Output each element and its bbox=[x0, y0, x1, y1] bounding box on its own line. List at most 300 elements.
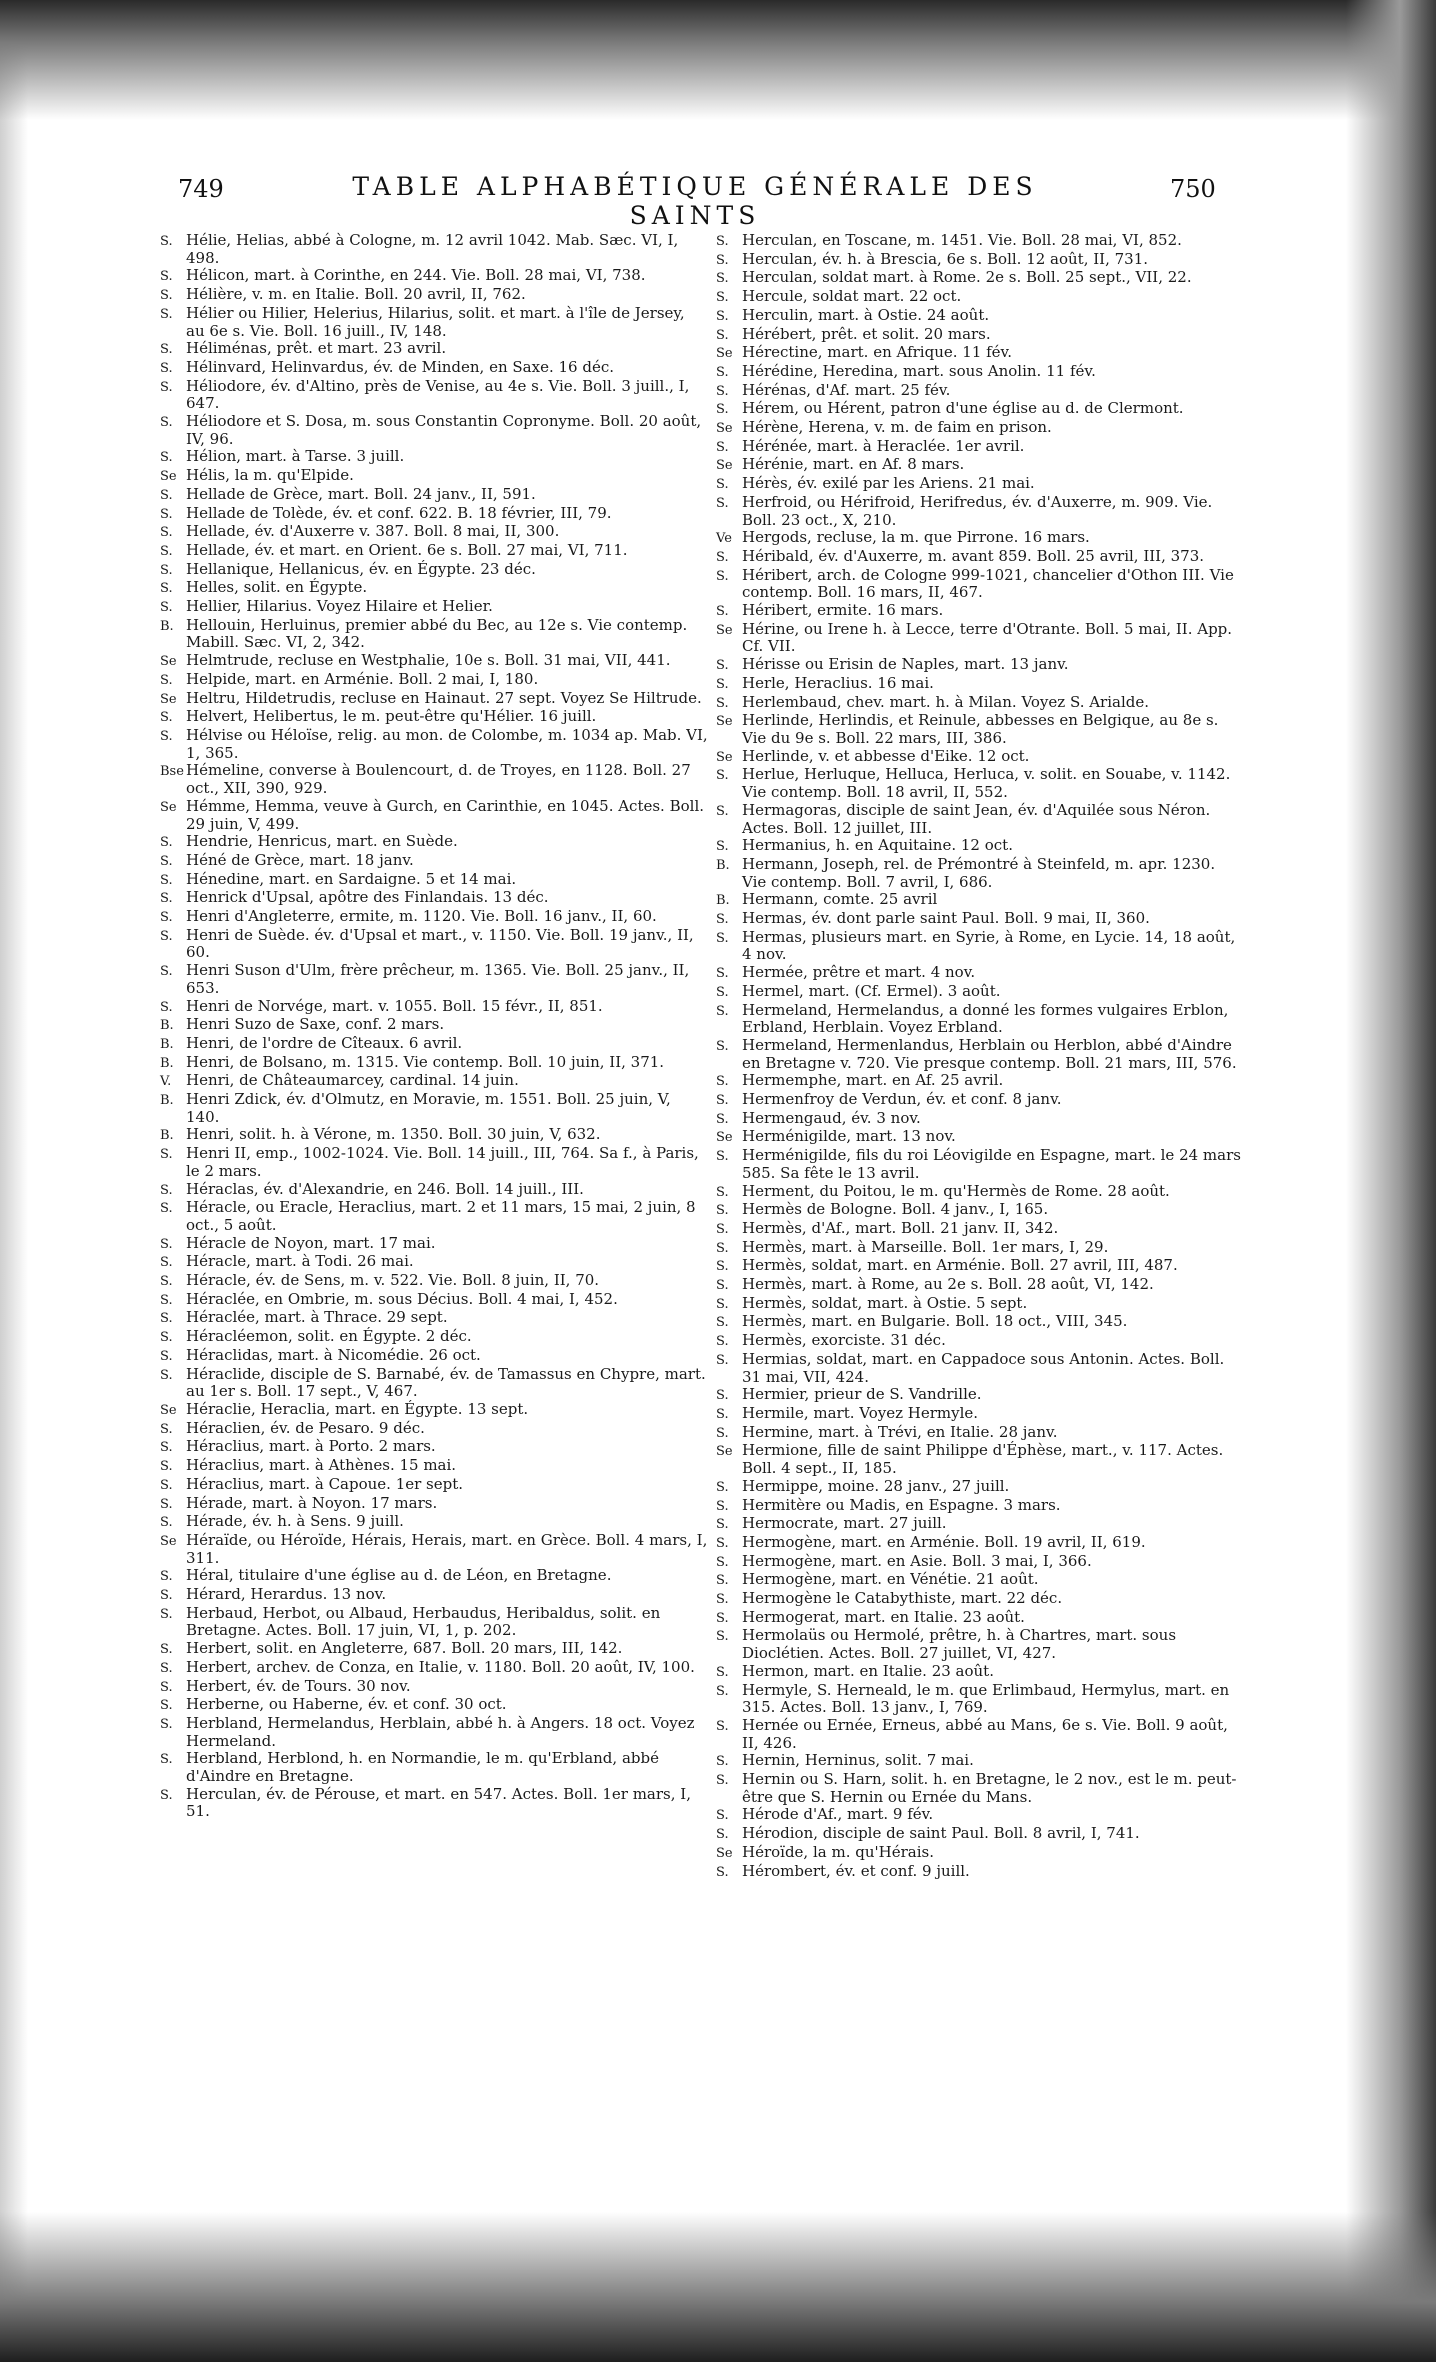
entry-text: Hélière, v. m. en Italie. Boll. 20 avril, II, 762. bbox=[186, 285, 526, 304]
entry-text: Hérodion, disciple de saint Paul. Boll. 8 avril, I, 741. bbox=[742, 1824, 1140, 1843]
entry-text: Héraïde, ou Héroïde, Hérais, Herais, mart. en Grèce. Boll. 4 mars, I, 311. bbox=[186, 1530, 708, 1567]
entry-prefix: S. bbox=[716, 839, 729, 855]
index-entry bbox=[160, 561, 708, 580]
index-entry bbox=[716, 802, 1244, 837]
index-entry bbox=[160, 1750, 708, 1785]
entry-text: Hermel, mart. (Cf. Ermel). 3 août. bbox=[742, 981, 1001, 1000]
entry-prefix: S. bbox=[716, 768, 729, 784]
entry-prefix: S. bbox=[160, 1569, 173, 1585]
entry-prefix: B. bbox=[160, 1093, 174, 1109]
entry-text: Hermocrate, mart. 27 juill. bbox=[742, 1514, 947, 1533]
entry-prefix: S. bbox=[160, 269, 173, 285]
entry-text: Hélion, mart. à Tarse. 3 juill. bbox=[186, 447, 405, 466]
index-entry bbox=[716, 766, 1244, 801]
entry-text: Héraclien, év. de Pesaro. 9 déc. bbox=[186, 1418, 425, 1437]
index-entry bbox=[716, 1110, 1244, 1129]
entry-prefix: V. bbox=[160, 1074, 172, 1090]
entry-prefix: S. bbox=[716, 1479, 729, 1495]
entry-text: Henri Zdick, év. d'Olmutz, en Moravie, m. 1551. Boll. 25 juin, V, 140. bbox=[186, 1090, 671, 1126]
entry-text: Hermogène le Catabythiste, mart. 22 déc. bbox=[742, 1589, 1063, 1608]
index-entry bbox=[160, 1126, 708, 1145]
entry-prefix: S. bbox=[160, 1147, 173, 1163]
entry-prefix: B. bbox=[160, 1055, 174, 1071]
entry-prefix: S. bbox=[160, 506, 173, 522]
index-entry bbox=[716, 1534, 1244, 1553]
entry-prefix: S. bbox=[716, 1808, 729, 1824]
index-entry bbox=[716, 494, 1244, 529]
entry-prefix: B. bbox=[716, 857, 730, 873]
index-entry bbox=[160, 1309, 708, 1328]
index-entry bbox=[160, 286, 708, 305]
entry-prefix: S. bbox=[160, 853, 173, 869]
entry-prefix: S. bbox=[160, 1459, 173, 1475]
entry-text: Héliodore, év. d'Altino, près de Venise, au 4e s. Vie. Boll. 3 juill., I, 647. bbox=[186, 376, 690, 413]
entry-text: Hélier ou Hilier, Helerius, Hilarius, solit. et mart. à l'île de Jersey, au 6e s. Vie. Boll. 16 juill., IV, 148. bbox=[186, 303, 685, 340]
entry-prefix: S. bbox=[160, 306, 173, 322]
entry-text: Herbland, Herblond, h. en Normandie, le m. qu'Erbland, abbé d'Aindre en Bretagne. bbox=[186, 1749, 659, 1786]
index-entry bbox=[160, 232, 708, 267]
index-entry bbox=[716, 1257, 1244, 1276]
entry-text: Hermée, prêtre et mart. 4 nov. bbox=[742, 963, 976, 982]
entry-text: Helmtrude, recluse en Westphalie, 10e s. Boll. 31 mai, VII, 441. bbox=[186, 651, 671, 670]
index-entry bbox=[160, 505, 708, 524]
entry-text: Hermogerat, mart. en Italie. 23 août. bbox=[742, 1607, 1025, 1626]
index-entry bbox=[716, 567, 1244, 602]
right-column bbox=[716, 232, 1244, 1881]
index-entry bbox=[160, 1235, 708, 1254]
entry-text: Héraclée, mart. à Thrace. 29 sept. bbox=[186, 1308, 448, 1327]
index-entry bbox=[160, 1145, 708, 1180]
entry-prefix: S. bbox=[716, 1592, 729, 1608]
entry-text: Herment, du Poitou, le m. qu'Hermès de Rome. 28 août. bbox=[742, 1181, 1170, 1200]
entry-text: Hérombert, év. et conf. 9 juill. bbox=[742, 1861, 970, 1880]
entry-text: Henri, de Châteaumarcey, cardinal. 14 juin. bbox=[186, 1071, 519, 1090]
entry-prefix: S. bbox=[160, 710, 173, 726]
entry-text: Héracle, ou Eracle, Heraclius, mart. 2 et 11 mars, 15 mai, 2 juin, 8 oct., 5 août. bbox=[186, 1198, 696, 1234]
entry-text: Hellanique, Hellanicus, év. en Égypte. 23 déc. bbox=[186, 559, 536, 578]
entry-text: Herlue, Herluque, Helluca, Herluca, v. solit. en Souabe, v. 1142. Vie contemp. Boll. 18 avril, II, 552. bbox=[742, 765, 1231, 802]
entry-prefix: S. bbox=[160, 999, 173, 1015]
entry-text: Hermengaud, év. 3 nov. bbox=[742, 1108, 921, 1127]
entry-prefix: S. bbox=[716, 1498, 729, 1514]
index-entry bbox=[716, 1478, 1244, 1497]
index-entry bbox=[716, 910, 1244, 929]
index-entry bbox=[160, 690, 708, 709]
entry-prefix: Se bbox=[160, 469, 177, 485]
index-entry bbox=[716, 1771, 1244, 1806]
index-entry bbox=[716, 621, 1244, 656]
entry-text: Hémme, Hemma, veuve à Gurch, en Carinthie, en 1045. Actes. Boll. 29 juin, V, 499. bbox=[186, 796, 705, 833]
index-entry bbox=[716, 1682, 1244, 1717]
entry-prefix: S. bbox=[160, 1367, 173, 1383]
entry-prefix: S. bbox=[716, 308, 729, 324]
entry-text: Hendrie, Henricus, mart. en Suède. bbox=[186, 832, 458, 851]
index-entry bbox=[716, 1313, 1244, 1332]
entry-prefix: S. bbox=[716, 495, 729, 511]
index-entry bbox=[160, 1366, 708, 1401]
entry-prefix: Se bbox=[160, 654, 177, 670]
entry-prefix: S. bbox=[160, 1421, 173, 1437]
entry-prefix: S. bbox=[716, 1038, 729, 1054]
entry-prefix: S. bbox=[160, 415, 173, 431]
entry-text: Herlembaud, chev. mart. h. à Milan. Voyez S. Arialde. bbox=[742, 692, 1150, 711]
entry-text: Hermogène, mart. en Asie. Boll. 3 mai, I, 366. bbox=[742, 1551, 1092, 1570]
index-entry bbox=[716, 326, 1244, 345]
index-entry bbox=[160, 1199, 708, 1234]
entry-prefix: S. bbox=[160, 1642, 173, 1658]
index-entry bbox=[160, 486, 708, 505]
index-entry bbox=[160, 1181, 708, 1200]
entry-prefix: S. bbox=[160, 1311, 173, 1327]
index-entry bbox=[160, 652, 708, 671]
index-entry bbox=[160, 762, 708, 797]
entry-prefix: S. bbox=[716, 1240, 729, 1256]
entry-prefix: B. bbox=[160, 1128, 174, 1144]
entry-text: Hérénas, d'Af. mart. 25 fév. bbox=[742, 380, 951, 399]
entry-prefix: S. bbox=[160, 487, 173, 503]
entry-prefix: S. bbox=[160, 1515, 173, 1531]
entry-prefix: S. bbox=[716, 1003, 729, 1019]
entry-text: Hémeline, converse à Boulencourt, d. de Troyes, en 1128. Boll. 27 oct., XII, 390, 929. bbox=[186, 761, 691, 798]
entry-prefix: S. bbox=[716, 1149, 729, 1165]
entry-prefix: S. bbox=[160, 1752, 173, 1768]
entry-text: Heltru, Hildetrudis, recluse en Hainaut. 27 sept. Voyez Se Hiltrude. bbox=[186, 688, 702, 707]
entry-text: Héraclius, mart. à Athènes. 15 mai. bbox=[186, 1456, 457, 1475]
entry-text: Henri d'Angleterre, ermite, m. 1120. Vie. Boll. 16 janv., II, 60. bbox=[186, 907, 657, 926]
index-entry bbox=[160, 1091, 708, 1126]
index-entry bbox=[716, 1201, 1244, 1220]
entry-text: Hergods, recluse, la m. que Pirrone. 16 mars. bbox=[742, 528, 1090, 547]
entry-text: Hermeland, Hermenlandus, Herblain ou Herblon, abbé d'Aindre en Bretagne v. 720. Vie presque contemp. Boll. 21 mars, III, 576. bbox=[742, 1035, 1237, 1072]
index-entry bbox=[160, 1659, 708, 1678]
index-entry bbox=[716, 675, 1244, 694]
entry-prefix: Se bbox=[160, 799, 177, 815]
index-entry bbox=[160, 727, 708, 762]
index-entry bbox=[716, 712, 1244, 747]
entry-text: Hellade de Grèce, mart. Boll. 24 janv., II, 591. bbox=[186, 484, 536, 503]
entry-text: Hénedine, mart. en Sardaigne. 5 et 14 mai. bbox=[186, 869, 517, 888]
entry-text: Héné de Grèce, mart. 18 janv. bbox=[186, 850, 414, 869]
index-entry bbox=[160, 1495, 708, 1514]
entry-text: Hermès, exorciste. 31 déc. bbox=[742, 1331, 946, 1350]
entry-prefix: Se bbox=[716, 1444, 733, 1460]
index-entry bbox=[716, 1295, 1244, 1314]
entry-text: Hermitère ou Madis, en Espagne. 3 mars. bbox=[742, 1495, 1061, 1514]
index-entry bbox=[716, 251, 1244, 270]
index-entry bbox=[716, 694, 1244, 713]
index-entry bbox=[716, 1405, 1244, 1424]
entry-text: Hermès, mart. à Marseille. Boll. 1er mars, I, 29. bbox=[742, 1237, 1109, 1256]
entry-text: Héracle de Noyon, mart. 17 mai. bbox=[186, 1233, 436, 1252]
index-entry bbox=[716, 419, 1244, 438]
entry-text: Herfroid, ou Hérifroid, Herifredus, év. d'Auxerre, m. 909. Vie. Boll. 23 oct., X, 210. bbox=[742, 492, 1213, 529]
index-entry bbox=[160, 359, 708, 378]
running-title: TABLE ALPHABÉTIQUE GÉNÉRALE DES SAINTS bbox=[352, 172, 1038, 230]
entry-prefix: S. bbox=[716, 1683, 729, 1699]
entry-text: Hélie, Helias, abbé à Cologne, m. 12 avril 1042. Mab. Sæc. VI, I, 498. bbox=[186, 231, 679, 267]
entry-text: Henri, solit. h. à Vérone, m. 1350. Boll. 30 juin, V, 632. bbox=[186, 1125, 601, 1144]
entry-prefix: S. bbox=[716, 1629, 729, 1645]
entry-prefix: S. bbox=[716, 568, 729, 584]
entry-prefix: S. bbox=[160, 1477, 173, 1493]
index-entry bbox=[160, 1532, 708, 1567]
index-entry bbox=[716, 382, 1244, 401]
entry-text: Herle, Heraclius. 16 mai. bbox=[742, 673, 934, 692]
index-entry bbox=[160, 1054, 708, 1073]
entry-prefix: S. bbox=[716, 1864, 729, 1880]
entry-prefix: Se bbox=[716, 421, 733, 437]
entry-text: Hermias, soldat, mart. en Cappadoce sous Antonin. Actes. Boll. 31 mai, VII, 424. bbox=[742, 1349, 1225, 1386]
index-entry bbox=[716, 438, 1244, 457]
entry-prefix: S. bbox=[160, 1255, 173, 1271]
index-entry bbox=[716, 1806, 1244, 1825]
entry-prefix: S. bbox=[160, 1292, 173, 1308]
entry-prefix: S. bbox=[716, 1664, 729, 1680]
entry-prefix: S. bbox=[716, 1554, 729, 1570]
entry-text: Herbert, archev. de Conza, en Italie, v. 1180. Boll. 20 août, IV, 100. bbox=[186, 1657, 695, 1676]
index-entry bbox=[160, 1035, 708, 1054]
entry-prefix: S. bbox=[160, 1606, 173, 1622]
index-entry bbox=[160, 1253, 708, 1272]
index-entry bbox=[716, 1220, 1244, 1239]
entry-text: Hermemphe, mart. en Af. 25 avril. bbox=[742, 1071, 1004, 1090]
index-entry bbox=[160, 1640, 708, 1659]
scan-edge-bottom bbox=[0, 2212, 1436, 2362]
entry-prefix: S. bbox=[160, 1330, 173, 1346]
left-column bbox=[160, 232, 708, 1821]
entry-text: Herbert, év. de Tours. 30 nov. bbox=[186, 1676, 411, 1695]
entry-prefix: S. bbox=[716, 930, 729, 946]
index-entry bbox=[160, 1347, 708, 1366]
entry-prefix: S. bbox=[160, 835, 173, 851]
entry-prefix: S. bbox=[160, 562, 173, 578]
entry-prefix: S. bbox=[716, 1517, 729, 1533]
entry-prefix: S. bbox=[160, 288, 173, 304]
entry-prefix: S. bbox=[716, 1111, 729, 1127]
index-entry bbox=[716, 1332, 1244, 1351]
entry-text: Hérébert, prêt. et solit. 20 mars. bbox=[742, 324, 991, 343]
entry-text: Hellouin, Herluinus, premier abbé du Bec, au 12e s. Vie contemp. Mabill. Sæc. VI, 2, 342. bbox=[186, 615, 688, 652]
entry-prefix: S. bbox=[716, 658, 729, 674]
entry-text: Hérès, év. exilé par les Ariens. 21 mai. bbox=[742, 474, 1035, 493]
entry-prefix: Se bbox=[716, 1130, 733, 1146]
entry-prefix: S. bbox=[716, 1203, 729, 1219]
index-entry bbox=[160, 1605, 708, 1640]
entry-text: Herlinde, Herlindis, et Reinule, abbesses en Belgique, au 8e s. Vie du 9e s. Boll. 22 mars, III, 386. bbox=[742, 711, 1219, 747]
entry-prefix: S. bbox=[716, 1773, 729, 1789]
entry-text: Hérard, Herardus. 13 nov. bbox=[186, 1585, 387, 1604]
entry-text: Héracléemon, solit. en Égypte. 2 déc. bbox=[186, 1327, 472, 1346]
entry-prefix: S. bbox=[716, 1352, 729, 1368]
entry-text: Henrick d'Upsal, apôtre des Finlandais. 13 déc. bbox=[186, 888, 549, 907]
entry-text: Herménigilde, mart. 13 nov. bbox=[742, 1127, 956, 1146]
index-entry bbox=[160, 927, 708, 962]
entry-text: Herbland, Hermelandus, Herblain, abbé h. à Angers. 18 oct. Voyez Hermeland. bbox=[186, 1713, 695, 1750]
page-number-right: 750 bbox=[1170, 175, 1216, 203]
index-entry bbox=[160, 671, 708, 690]
entry-prefix: Se bbox=[160, 1533, 177, 1549]
entry-prefix: S. bbox=[160, 1440, 173, 1456]
index-entry bbox=[160, 1476, 708, 1495]
entry-prefix: S. bbox=[160, 1698, 173, 1714]
entry-prefix: S. bbox=[716, 252, 729, 268]
index-entry bbox=[160, 1401, 708, 1420]
entry-text: Héliodore et S. Dosa, m. sous Constantin Copronyme. Boll. 20 août, IV, 96. bbox=[186, 412, 702, 448]
entry-text: Héraclas, év. d'Alexandrie, en 246. Boll. 14 juill., III. bbox=[186, 1179, 584, 1198]
index-entry bbox=[160, 1586, 708, 1605]
entry-prefix: Se bbox=[160, 691, 177, 707]
index-entry bbox=[716, 837, 1244, 856]
entry-text: Héribert, ermite. 16 mars. bbox=[742, 601, 944, 620]
index-entry bbox=[716, 232, 1244, 251]
entry-text: Hellade de Tolède, év. et conf. 622. B. 18 février, III, 79. bbox=[186, 503, 612, 522]
entry-prefix: S. bbox=[160, 581, 173, 597]
entry-prefix: S. bbox=[160, 1716, 173, 1732]
entry-prefix: S. bbox=[716, 1388, 729, 1404]
index-entry bbox=[716, 475, 1244, 494]
entry-prefix: S. bbox=[160, 525, 173, 541]
entry-prefix: S. bbox=[160, 1588, 173, 1604]
entry-prefix: S. bbox=[160, 360, 173, 376]
index-entry bbox=[716, 548, 1244, 567]
index-entry bbox=[716, 269, 1244, 288]
index-entry bbox=[160, 579, 708, 598]
index-entry bbox=[160, 598, 708, 617]
entry-text: Herculan, év. h. à Brescia, 6e s. Boll. 12 août, II, 731. bbox=[742, 249, 1149, 268]
entry-text: Hermier, prieur de S. Vandrille. bbox=[742, 1385, 982, 1404]
entry-prefix: S. bbox=[716, 1296, 729, 1312]
entry-prefix: S. bbox=[160, 728, 173, 744]
entry-text: Hermès, mart. en Bulgarie. Boll. 18 oct., VIII, 345. bbox=[742, 1312, 1128, 1331]
entry-text: Hernée ou Ernée, Erneus, abbé au Mans, 6e s. Vie. Boll. 9 août, II, 426. bbox=[742, 1715, 1228, 1752]
entry-prefix: S. bbox=[160, 872, 173, 888]
entry-prefix: S. bbox=[716, 364, 729, 380]
entry-prefix: S. bbox=[716, 912, 729, 928]
entry-prefix: S. bbox=[716, 695, 729, 711]
index-entry bbox=[716, 1037, 1244, 1072]
entry-prefix: S. bbox=[160, 964, 173, 980]
entry-text: Héribert, arch. de Cologne 999-1021, chancelier d'Othon III. Vie contemp. Boll. 16 mars, II, 467. bbox=[742, 565, 1234, 602]
index-entry bbox=[160, 998, 708, 1017]
entry-text: Henri Suson d'Ulm, frère prêcheur, m. 1365. Vie. Boll. 25 janv., II, 653. bbox=[186, 961, 690, 997]
entry-text: Héraclie, Heraclia, mart. en Égypte. 13 sept. bbox=[186, 1400, 529, 1418]
index-entry bbox=[716, 1627, 1244, 1662]
entry-prefix: S. bbox=[160, 1201, 173, 1217]
index-entry bbox=[716, 1717, 1244, 1752]
entry-text: Héral, titulaire d'une église au d. de Léon, en Bretagne. bbox=[186, 1566, 612, 1585]
entry-prefix: S. bbox=[716, 1573, 729, 1589]
index-entry bbox=[716, 1276, 1244, 1295]
index-entry bbox=[160, 413, 708, 448]
entry-text: Héraclius, mart. à Porto. 2 mars. bbox=[186, 1437, 436, 1456]
entry-prefix: S. bbox=[716, 1184, 729, 1200]
index-entry bbox=[716, 1147, 1244, 1182]
entry-prefix: B. bbox=[160, 618, 174, 634]
entry-prefix: S. bbox=[716, 1535, 729, 1551]
index-entry bbox=[160, 889, 708, 908]
entry-text: Helles, solit. en Égypte. bbox=[186, 578, 368, 597]
index-entry bbox=[160, 542, 708, 561]
entry-text: Herculan, év. de Pérouse, et mart. en 547. Actes. Boll. 1er mars, I, 51. bbox=[186, 1784, 691, 1821]
entry-prefix: S. bbox=[160, 1348, 173, 1364]
index-entry bbox=[716, 1239, 1244, 1258]
entry-prefix: S. bbox=[716, 1259, 729, 1275]
entry-text: Helvert, Helibertus, le m. peut-être qu'Hélier. 16 juill. bbox=[186, 707, 597, 726]
entry-text: Herculin, mart. à Ostie. 24 août. bbox=[742, 305, 990, 324]
index-entry bbox=[160, 852, 708, 871]
entry-text: Hélinvard, Helinvardus, év. de Minden, en Saxe. 16 déc. bbox=[186, 357, 614, 376]
index-entry bbox=[716, 1351, 1244, 1386]
entry-prefix: B. bbox=[160, 1018, 174, 1034]
entry-prefix: S. bbox=[716, 402, 729, 418]
entry-text: Héraclidas, mart. à Nicomédie. 26 oct. bbox=[186, 1345, 481, 1364]
entry-prefix: S. bbox=[160, 891, 173, 907]
index-entry bbox=[716, 964, 1244, 983]
entry-prefix: S. bbox=[716, 1407, 729, 1422]
index-entry bbox=[160, 1715, 708, 1750]
index-entry bbox=[716, 856, 1244, 891]
index-entry bbox=[160, 833, 708, 852]
index-entry bbox=[716, 656, 1244, 675]
entry-prefix: B. bbox=[160, 1036, 174, 1052]
entry-text: Helpide, mart. en Arménie. Boll. 2 mai, I, 180. bbox=[186, 669, 539, 688]
entry-text: Hérénie, mart. en Af. 8 mars. bbox=[742, 455, 965, 474]
entry-text: Hérène, Herena, v. m. de faim en prison. bbox=[742, 418, 1052, 437]
entry-text: Hermanius, h. en Aquitaine. 12 oct. bbox=[742, 836, 1013, 855]
entry-text: Hérisse ou Erisin de Naples, mart. 13 janv. bbox=[742, 655, 1069, 674]
entry-text: Hérectine, mart. en Afrique. 11 fév. bbox=[742, 343, 1013, 362]
index-entry bbox=[160, 378, 708, 413]
entry-prefix: S. bbox=[160, 234, 173, 249]
index-entry bbox=[160, 1786, 708, 1821]
entry-text: Hermione, fille de saint Philippe d'Éphèse, mart., v. 117. Actes. Boll. 4 sept., II, 185. bbox=[742, 1441, 1224, 1478]
entry-text: Hélvise ou Héloïse, relig. au mon. de Colombe, m. 1034 ap. Mab. VI, 1, 365. bbox=[186, 725, 708, 762]
entry-text: Héracle, mart. à Todi. 26 mai. bbox=[186, 1252, 414, 1271]
entry-text: Hérénée, mart. à Heraclée. 1er avril. bbox=[742, 436, 1025, 455]
entry-text: Héraclide, disciple de S. Barnabé, év. de Tamassus en Chypre, mart. au 1er s. Boll. 17 sept., V, 467. bbox=[186, 1364, 706, 1401]
index-entry bbox=[160, 1291, 708, 1310]
index-entry bbox=[716, 1072, 1244, 1091]
entry-prefix: S. bbox=[160, 342, 173, 358]
index-entry bbox=[160, 1420, 708, 1439]
scan-edge-top bbox=[0, 0, 1436, 120]
index-entry bbox=[160, 523, 708, 542]
entry-prefix: S. bbox=[160, 672, 173, 688]
entry-prefix: S. bbox=[160, 1182, 173, 1198]
index-entry bbox=[160, 1696, 708, 1715]
entry-text: Hermyle, S. Herneald, le m. que Erlimbaud, Hermylus, mart. en 315. Actes. Boll. 13 janv., I, 769. bbox=[742, 1680, 1230, 1717]
entry-prefix: B. bbox=[716, 893, 730, 909]
index-entry bbox=[716, 1515, 1244, 1534]
entry-prefix: Se bbox=[716, 1845, 733, 1861]
entry-text: Herlinde, v. et abbesse d'Eike. 12 oct. bbox=[742, 746, 1030, 765]
index-entry bbox=[716, 1752, 1244, 1771]
entry-text: Hermas, év. dont parle saint Paul. Boll. 9 mai, II, 360. bbox=[742, 909, 1150, 928]
index-entry bbox=[160, 305, 708, 340]
index-entry bbox=[160, 617, 708, 652]
entry-text: Henri de Suède. év. d'Upsal et mart., v. 1150. Vie. Boll. 19 janv., II, 60. bbox=[186, 925, 694, 962]
index-entry bbox=[716, 929, 1244, 964]
entry-prefix: Se bbox=[716, 714, 733, 730]
entry-text: Hérade, mart. à Noyon. 17 mars. bbox=[186, 1493, 438, 1512]
entry-text: Hermès, soldat, mart. en Arménie. Boll. 27 avril, III, 487. bbox=[742, 1256, 1178, 1275]
index-entry bbox=[716, 1553, 1244, 1572]
entry-text: Hellier, Hilarius. Voyez Hilaire et Helier. bbox=[186, 597, 493, 616]
index-entry bbox=[160, 1678, 708, 1697]
entry-text: Hermès, soldat, mart. à Ostie. 5 sept. bbox=[742, 1293, 1028, 1312]
index-entry bbox=[160, 267, 708, 286]
entry-prefix: Ve bbox=[716, 531, 732, 547]
